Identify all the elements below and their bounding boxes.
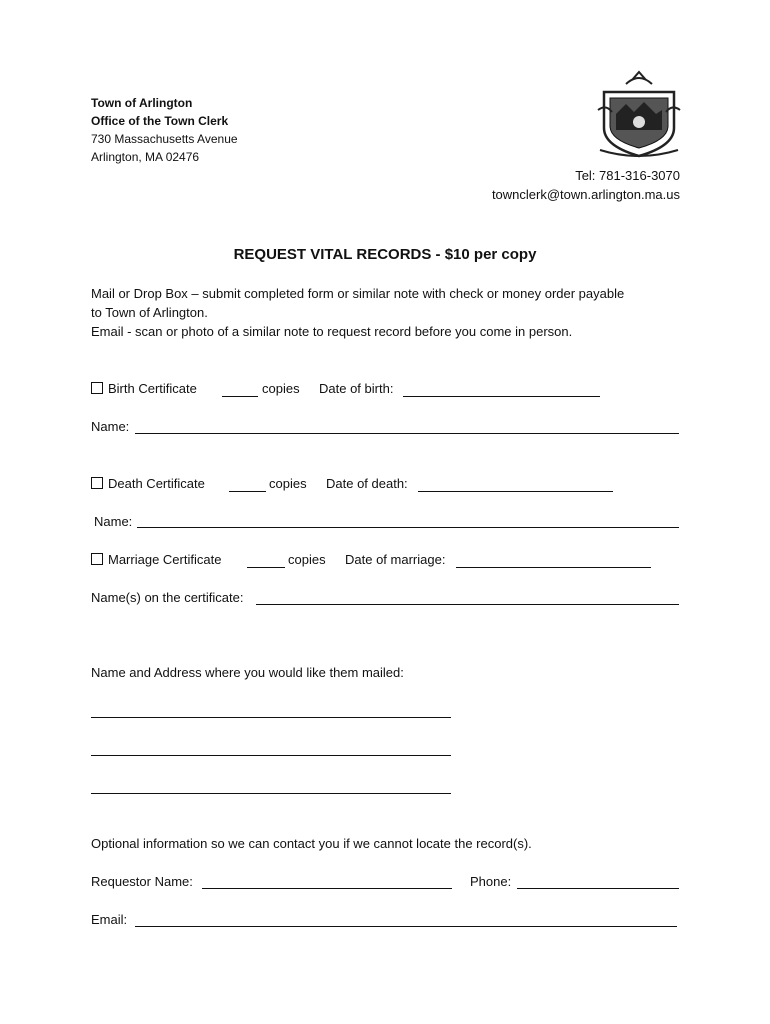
death-certificate-label: Death Certificate bbox=[108, 476, 205, 491]
birth-certificate-option[interactable] bbox=[91, 381, 197, 396]
marriage-copies-field[interactable] bbox=[247, 567, 285, 568]
birth-name-field[interactable] bbox=[135, 433, 679, 434]
form-title: REQUEST VITAL RECORDS - $10 per copy bbox=[233, 246, 537, 263]
marriage-certificate-option[interactable] bbox=[91, 552, 221, 567]
marriage-names-field[interactable] bbox=[256, 604, 679, 605]
mailing-address-line-3[interactable] bbox=[91, 793, 451, 794]
requestor-name-label: Requestor Name: bbox=[91, 874, 193, 889]
death-date-label: Date of death: bbox=[326, 476, 408, 491]
death-name-field[interactable] bbox=[137, 527, 679, 528]
death-name-label: Name: bbox=[94, 514, 133, 529]
street-address: 730 Massachusetts Avenue bbox=[91, 132, 238, 146]
instructions-line-2: to Town of Arlington. bbox=[91, 305, 208, 320]
birth-date-label: Date of birth: bbox=[319, 381, 394, 396]
org-name: Town of Arlington bbox=[91, 96, 193, 110]
birth-copies-field[interactable] bbox=[222, 396, 258, 397]
marriage-date-field[interactable] bbox=[456, 567, 651, 568]
city-address: Arlington, MA 02476 bbox=[91, 150, 200, 164]
requestor-name-field[interactable] bbox=[202, 888, 452, 889]
death-date-field[interactable] bbox=[418, 491, 613, 492]
email-label: Email: bbox=[91, 912, 128, 927]
marriage-date-label: Date of marriage: bbox=[345, 552, 446, 567]
phone-label: Phone: bbox=[470, 874, 512, 889]
death-copies-field[interactable] bbox=[229, 491, 266, 492]
death-certificate-option[interactable] bbox=[91, 476, 205, 491]
birth-date-field[interactable] bbox=[403, 396, 600, 397]
birth-name-label: Name: bbox=[91, 419, 130, 434]
checkbox-icon[interactable] bbox=[91, 382, 103, 394]
optional-info-label: Optional information so we can contact you if we cannot locate the record(s). bbox=[91, 836, 532, 851]
office-name: Office of the Town Clerk bbox=[91, 114, 229, 128]
marriage-copies-label: copies bbox=[288, 552, 326, 567]
mailing-address-label: Name and Address where you would like them mailed: bbox=[91, 665, 404, 680]
email-field[interactable] bbox=[135, 926, 677, 927]
checkbox-icon[interactable] bbox=[91, 553, 103, 565]
marriage-certificate-label: Marriage Certificate bbox=[108, 552, 222, 567]
phone-field[interactable] bbox=[517, 888, 679, 889]
instructions-line-3: Email - scan or photo of a similar note to request record before you come in person. bbox=[91, 324, 573, 339]
birth-certificate-label: Birth Certificate bbox=[108, 381, 197, 396]
instructions-line-1: Mail or Drop Box – submit completed form or similar note with check or money order payable bbox=[91, 286, 625, 301]
death-copies-label: copies bbox=[269, 476, 307, 491]
marriage-names-label: Name(s) on the certificate: bbox=[91, 590, 244, 605]
birth-copies-label: copies bbox=[262, 381, 300, 396]
contact-phone: Tel: 781-316-3070 bbox=[575, 168, 680, 183]
town-seal-icon bbox=[596, 70, 682, 160]
mailing-address-line-1[interactable] bbox=[91, 717, 451, 718]
mailing-address-line-2[interactable] bbox=[91, 755, 451, 756]
checkbox-icon[interactable] bbox=[91, 477, 103, 489]
contact-email[interactable]: townclerk@town.arlington.ma.us bbox=[491, 187, 680, 202]
